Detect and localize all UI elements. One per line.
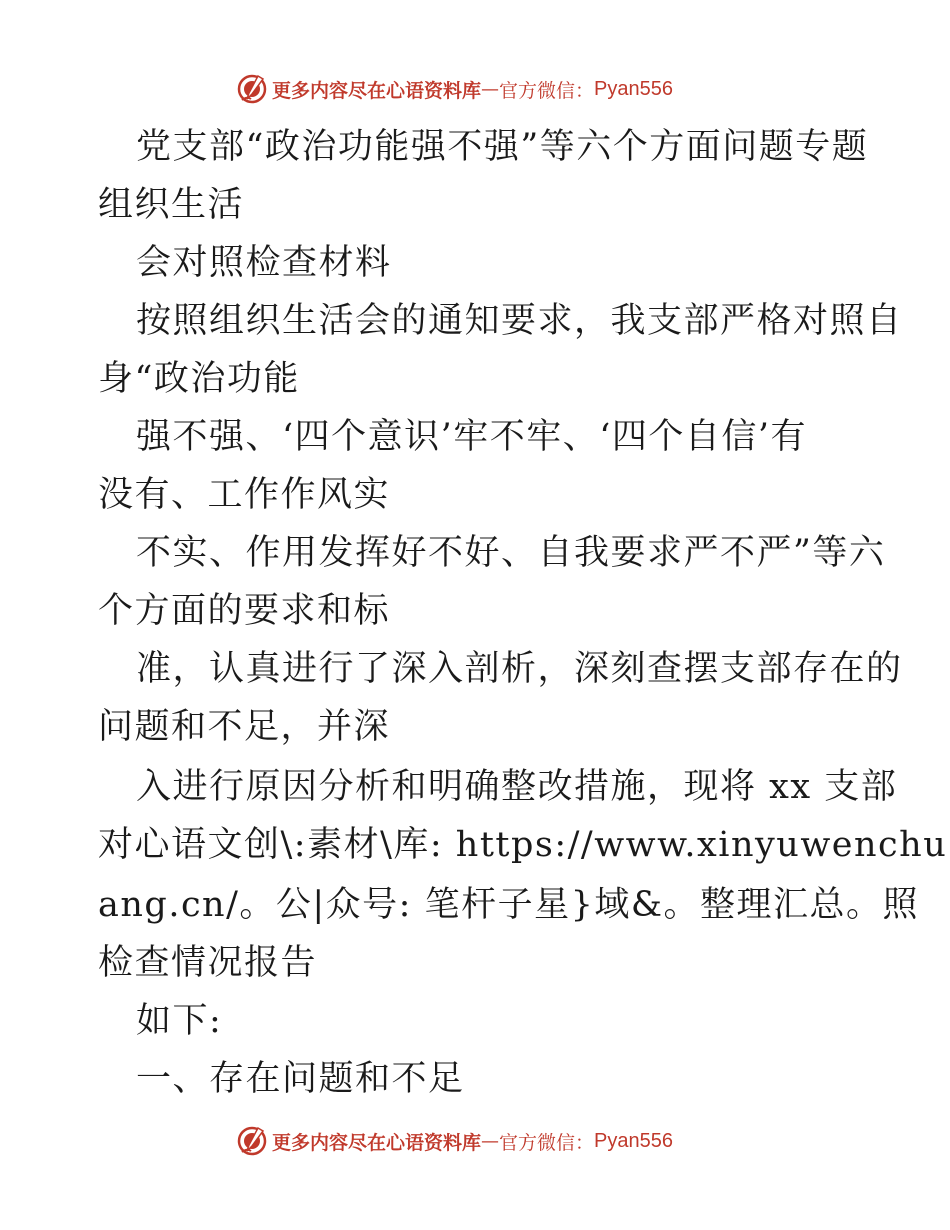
banner-separator: — (481, 78, 500, 100)
doc-paragraph-line: 对心语文创\:素材\库: https://www.xinyuwenchu (98, 825, 948, 865)
header-banner (236, 72, 756, 106)
banner-wechat-id: Pyan556 (594, 1129, 673, 1152)
doc-paragraph-line: 个方面的要求和标 (98, 591, 391, 631)
footer-banner (236, 1124, 756, 1158)
doc-title-line-1: 党支部“政治功能强不强”等六个方面问题专题 (136, 127, 869, 167)
doc-paragraph-line: 身“政治功能 (98, 359, 300, 399)
banner-main-text: 更多内容尽在心语资料库 (272, 79, 482, 102)
doc-paragraph-line: 检查情况报告 (98, 943, 318, 983)
doc-paragraph-line: ang.cn/。公|众号: 笔杆子星}域&。整理汇总。照 (98, 885, 920, 925)
red-quill-logo-icon (236, 1125, 268, 1157)
doc-paragraph-line: 如下: (136, 1001, 223, 1041)
doc-paragraph-line: 强不强、‘四个意识’牢不牢、‘四个自信’有 (136, 417, 808, 457)
banner-wechat-id: Pyan556 (594, 77, 673, 100)
doc-title-line-3: 会对照检查材料 (136, 243, 392, 283)
doc-paragraph-line: 不实、作用发挥好不好、自我要求严不严”等六 (136, 533, 886, 573)
banner-separator: — (481, 1130, 500, 1152)
doc-paragraph-line: 问题和不足，并深 (98, 707, 391, 747)
doc-paragraph-line: 入进行原因分析和明确整改措施，现将 xx 支部 (136, 767, 898, 807)
doc-paragraph-line: 准，认真进行了深入剖析，深刻查摆支部存在的 (136, 649, 903, 689)
doc-title-line-2: 组织生活 (98, 185, 245, 225)
banner-main-text: 更多内容尽在心语资料库 (272, 1131, 482, 1154)
banner-wechat-label: 官方微信： (499, 79, 595, 102)
red-quill-logo-icon (236, 73, 268, 105)
doc-paragraph-line: 没有、工作作风实 (98, 475, 391, 515)
doc-paragraph-line: 按照组织生活会的通知要求，我支部严格对照自 (136, 301, 903, 341)
banner-wechat-label: 官方微信： (499, 1131, 595, 1154)
doc-section-heading: 一、存在问题和不足 (136, 1059, 465, 1099)
